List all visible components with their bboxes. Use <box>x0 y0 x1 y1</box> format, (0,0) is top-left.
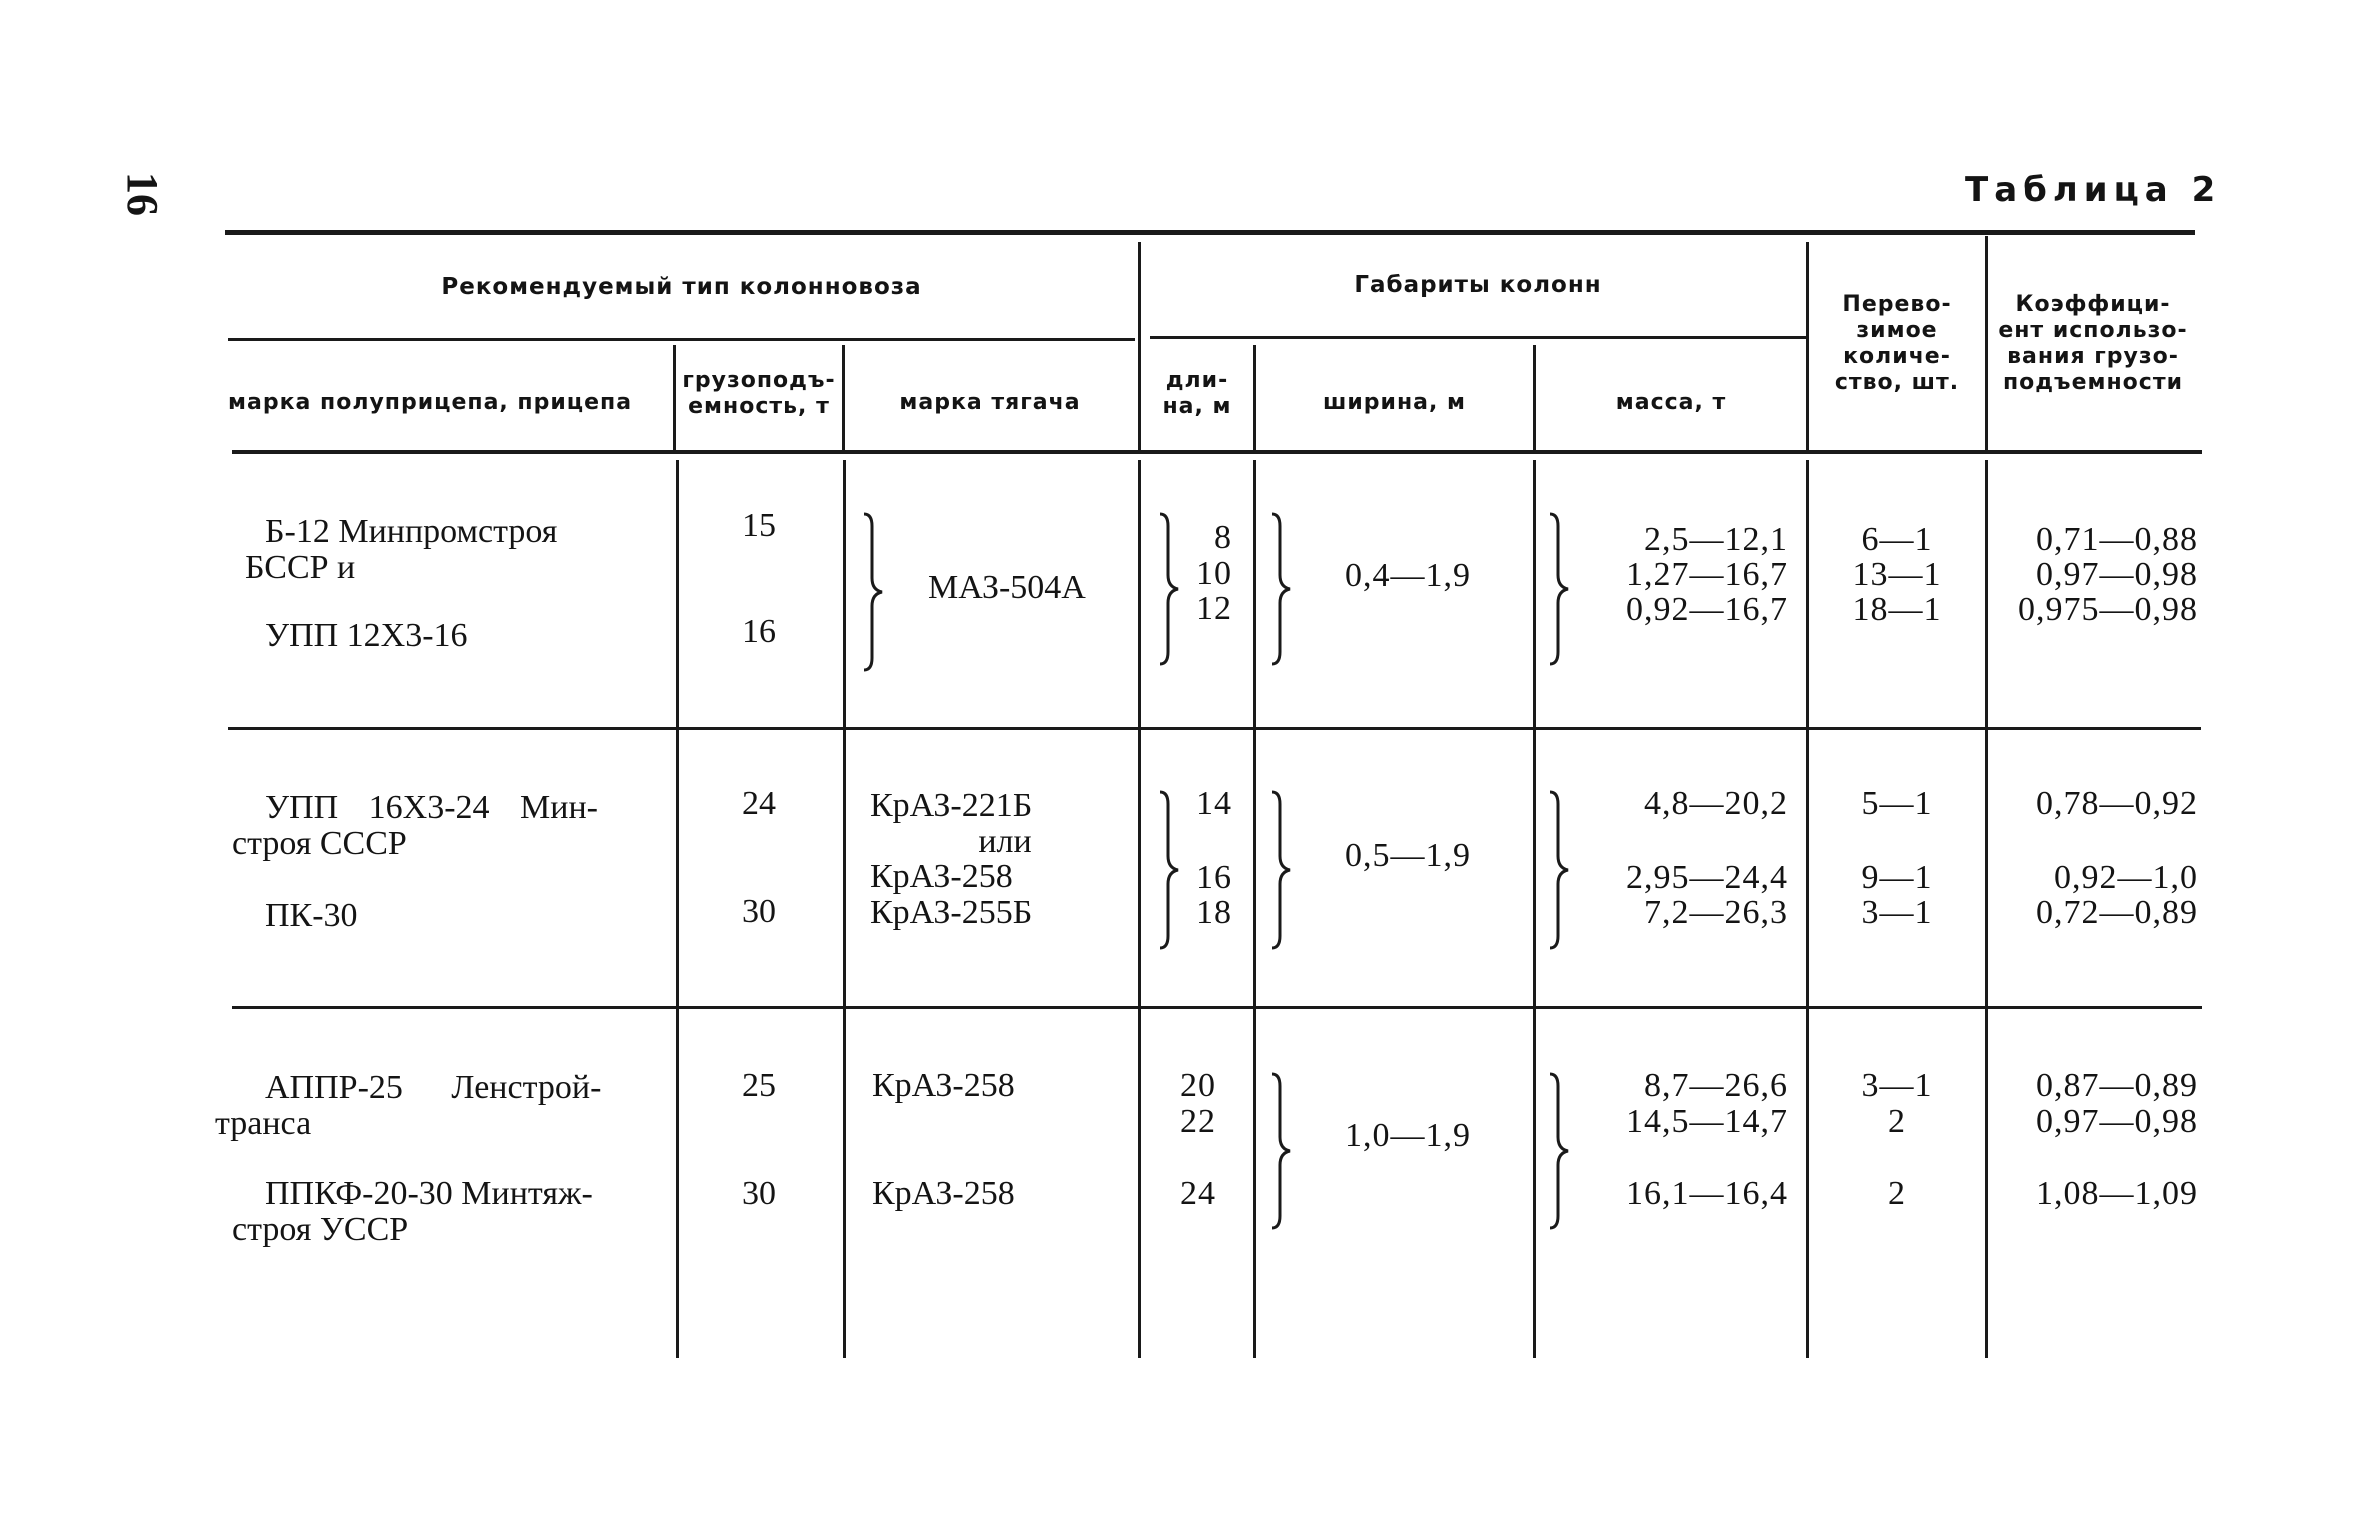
length-value: 20 <box>1180 1067 1216 1104</box>
width-value: 1,0—1,9 <box>1345 1117 1471 1154</box>
tractor-value: КрАЗ-258 <box>870 858 1013 895</box>
header-coefficient-line3: вания грузо- <box>2007 344 2179 369</box>
brace-icon <box>1270 1072 1292 1230</box>
header-quantity-line4: ство, шт. <box>1834 370 1960 395</box>
width-value: 0,5—1,9 <box>1345 837 1471 874</box>
quantity-value: 5—1 <box>1861 785 1933 822</box>
trailer-cell <box>232 1175 593 1248</box>
length-value: 22 <box>1180 1103 1216 1140</box>
capacity-value: 30 <box>742 1175 776 1212</box>
page-number: 16 <box>118 172 167 216</box>
tractor-value: КрАЗ-258 <box>872 1067 1015 1104</box>
header-length-line1: дли- <box>1165 368 1229 393</box>
header-mass: масса, т <box>1615 390 1727 415</box>
header-coefficient-line1: Коэффици- <box>2015 292 2171 317</box>
header-length-line2: на, м <box>1162 394 1232 419</box>
tractor-value: КрАЗ-255Б <box>870 894 1033 931</box>
length-value: 14 <box>1196 785 1232 822</box>
header-capacity <box>676 368 842 420</box>
quantity-value: 3—1 <box>1861 1067 1933 1104</box>
brace-icon <box>1548 790 1570 950</box>
mass-value: 8,7—26,6 <box>1644 1067 1788 1104</box>
trailer-name-line: транса <box>215 1105 312 1142</box>
header-trailer: марка полуприцепа, прицепа <box>228 390 633 415</box>
trailer-cell <box>232 789 598 862</box>
capacity-value: 16 <box>742 613 776 650</box>
width-value: 0,4—1,9 <box>1345 557 1471 594</box>
trailer-name-line: Б-12 Минпромстроя <box>265 513 558 550</box>
trailer-name-line: БССР и <box>245 549 356 586</box>
brace-icon <box>1548 1072 1570 1230</box>
tractor-value: или <box>978 823 1032 860</box>
tractor-value: МАЗ-504А <box>928 569 1086 606</box>
trailer-name-line: строя СССР <box>232 825 407 862</box>
quantity-value: 13—1 <box>1852 556 1942 593</box>
coefficient-value: 0,97—0,98 <box>2036 1103 2198 1140</box>
capacity-value: 25 <box>742 1067 776 1104</box>
trailer-name-line: ППКФ-20-30 Минтяж- <box>265 1175 593 1212</box>
brace-icon <box>862 512 884 672</box>
header-width: ширина, м <box>1323 390 1466 415</box>
header-length <box>1141 368 1253 420</box>
quantity-value: 3—1 <box>1861 894 1933 931</box>
coefficient-value: 0,87—0,89 <box>2036 1067 2198 1104</box>
trailer-name-line: строя УССР <box>232 1211 409 1248</box>
length-value: 24 <box>1180 1175 1216 1212</box>
coefficient-value: 0,97—0,98 <box>2036 556 2198 593</box>
header-quantity <box>1809 292 1985 396</box>
length-value: 18 <box>1196 894 1232 931</box>
header-vehicle-group: Рекомендуемый тип колонновоза <box>441 274 922 300</box>
trailer-name-line: УПП 16Х3-24 Мин- <box>265 789 598 826</box>
header-quantity-line1: Перево- <box>1842 292 1952 317</box>
brace-icon <box>1270 512 1292 666</box>
length-value: 12 <box>1196 590 1232 627</box>
header-coefficient-line2: ент использо- <box>1998 318 2188 343</box>
mass-value: 4,8—20,2 <box>1644 785 1788 822</box>
length-value: 16 <box>1196 859 1232 896</box>
header-capacity-line2: емность, т <box>688 394 830 419</box>
capacity-value: 15 <box>742 507 776 544</box>
coefficient-value: 0,975—0,98 <box>2018 591 2198 628</box>
tractor-value: КрАЗ-258 <box>872 1175 1015 1212</box>
mass-value: 2,95—24,4 <box>1626 859 1788 896</box>
coefficient-value: 0,72—0,89 <box>2036 894 2198 931</box>
coefficient-value: 0,78—0,92 <box>2036 785 2198 822</box>
table-title: Таблица 2 <box>1965 170 2222 210</box>
header-coefficient <box>1988 292 2198 396</box>
tractor-value: КрАЗ-221Б <box>870 787 1033 824</box>
mass-value: 16,1—16,4 <box>1626 1175 1788 1212</box>
quantity-value: 2 <box>1888 1175 1906 1212</box>
brace-icon <box>1158 790 1180 950</box>
header-coefficient-line4: подъемности <box>2002 370 2184 395</box>
capacity-value: 24 <box>742 785 776 822</box>
trailer-cell: УПП 12Х3-16 <box>265 617 468 654</box>
header-quantity-line2: зимое <box>1856 318 1938 343</box>
mass-value: 1,27—16,7 <box>1626 556 1788 593</box>
header-capacity-line1: грузоподъ- <box>682 368 836 393</box>
coefficient-value: 0,71—0,88 <box>2036 521 2198 558</box>
brace-icon <box>1548 512 1570 666</box>
trailer-cell: ПК-30 <box>265 897 358 934</box>
length-value: 10 <box>1196 555 1232 592</box>
mass-value: 7,2—26,3 <box>1644 894 1788 931</box>
quantity-value: 6—1 <box>1861 521 1933 558</box>
header-tractor: марка тягача <box>899 390 1081 415</box>
length-value: 8 <box>1214 519 1232 556</box>
trailer-cell <box>215 1069 602 1142</box>
mass-value: 2,5—12,1 <box>1644 521 1788 558</box>
header-dimensions-group: Габариты колонн <box>1354 272 1602 298</box>
quantity-value: 9—1 <box>1861 859 1933 896</box>
coefficient-value: 0,92—1,0 <box>2054 859 2198 896</box>
mass-value: 14,5—14,7 <box>1626 1103 1788 1140</box>
header-quantity-line3: количе- <box>1843 344 1951 369</box>
quantity-value: 18—1 <box>1852 591 1942 628</box>
quantity-value: 2 <box>1888 1103 1906 1140</box>
mass-value: 0,92—16,7 <box>1626 591 1788 628</box>
trailer-cell <box>245 513 558 586</box>
trailer-name-line: АППР-25 Ленстрой- <box>265 1069 602 1106</box>
brace-icon <box>1270 790 1292 950</box>
capacity-value: 30 <box>742 893 776 930</box>
brace-icon <box>1158 512 1180 666</box>
coefficient-value: 1,08—1,09 <box>2036 1175 2198 1212</box>
